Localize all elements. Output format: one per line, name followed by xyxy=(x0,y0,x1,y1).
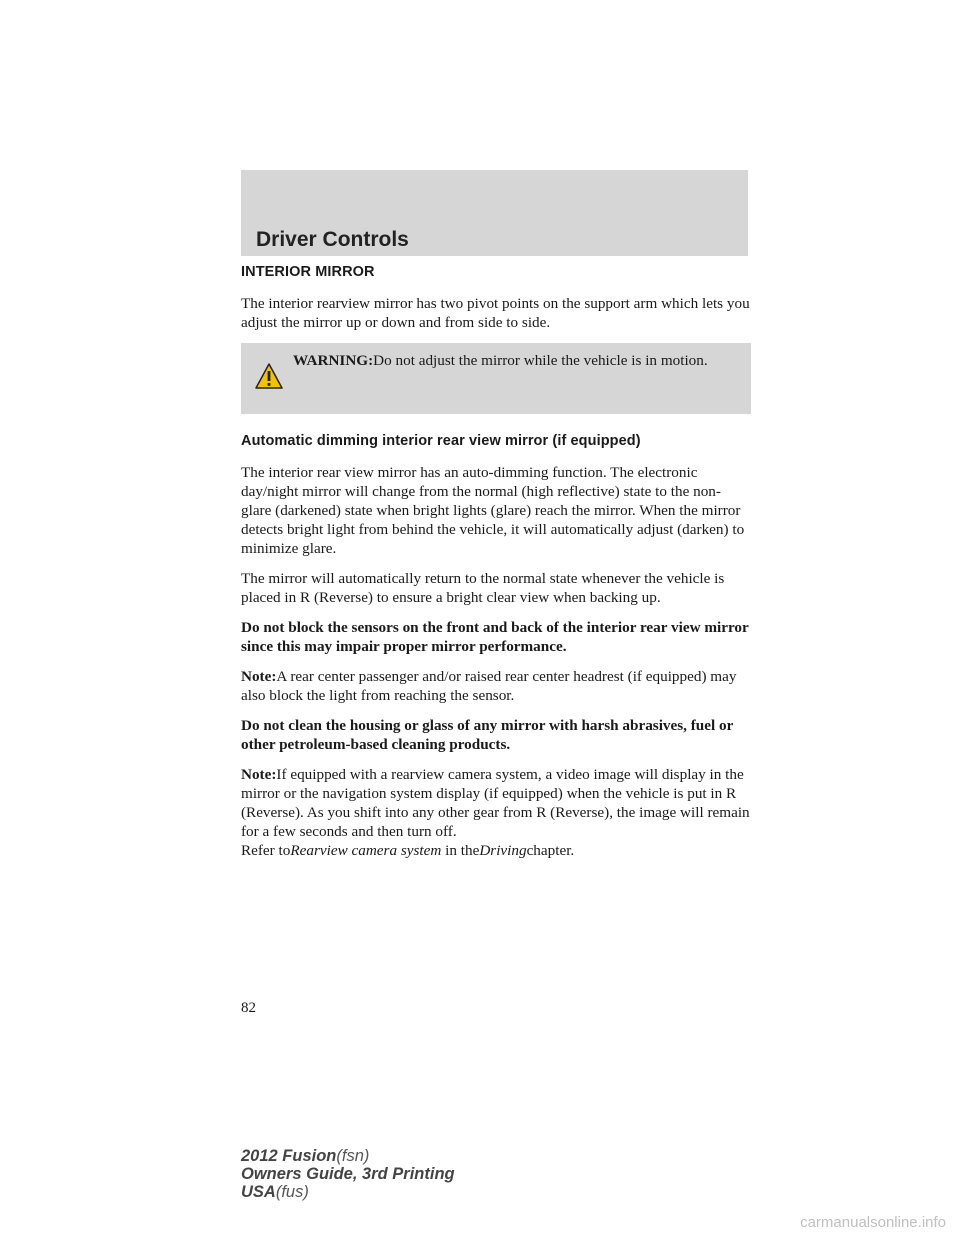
refer-chapter: Driving xyxy=(479,842,527,859)
watermark: carmanualsonline.info xyxy=(800,1214,946,1231)
footer-model: 2012 Fusion xyxy=(241,1147,337,1165)
note-label: Note: xyxy=(241,766,277,783)
subsection-heading: Automatic dimming interior rear view mirror (if equipped) xyxy=(241,433,641,449)
warning-text xyxy=(293,351,721,370)
intro-paragraph: The interior rearview mirror has two pivot points on the support arm which lets you adjust the mirror up or down and from side to side. xyxy=(241,295,750,331)
chapter-header xyxy=(241,170,748,256)
note-paragraph-2 xyxy=(241,765,751,860)
refer-prefix: Refer to xyxy=(241,842,291,859)
footer-model-code: (fsn) xyxy=(336,1147,370,1165)
chapter-title: Driver Controls xyxy=(256,228,409,251)
refer-suffix: chapter. xyxy=(526,842,575,859)
reverse-paragraph: The mirror will automatically return to the normal state whenever the vehicle is placed in R (Reverse) to ensure a bright clear view when backing up. xyxy=(241,570,725,606)
cleaning-caution: Do not clean the housing or glass of any mirror with harsh abrasives, fuel or other petroleum-based cleaning products. xyxy=(241,717,734,753)
note-text: A rear center passenger and/or raised rear center headrest (if equipped) may also block the light from reaching the sensor. xyxy=(241,668,737,704)
sensor-caution: Do not block the sensors on the front and back of the interior rear view mirror since this may impair proper mirror performance. xyxy=(241,619,749,655)
note-text: If equipped with a rearview camera system, a video image will display in the mirror or the navigation system display (if equipped) when the vehicle is put in R (Reverse). As you shift into any other gear from R (Reverse), the image will remain for a few seconds and then turn off. xyxy=(241,766,750,840)
footer-edition: Owners Guide, 3rd Printing xyxy=(241,1165,455,1183)
page-number: 82 xyxy=(241,1000,256,1016)
section-heading: INTERIOR MIRROR xyxy=(241,264,375,280)
footer-region-code: (fus) xyxy=(275,1183,309,1201)
refer-mid: in the xyxy=(445,842,480,859)
note-paragraph-1 xyxy=(241,667,751,705)
warning-message: Do not adjust the mirror while the vehicle is in motion. xyxy=(373,352,708,369)
warning-triangle-icon xyxy=(255,363,283,389)
auto-dimming-paragraph: The interior rear view mirror has an auto-dimming function. The electronic day/night mirror will change from the normal (high reflective) state to the non-glare (darkened) state when bright lights (glare) reach the mirror. When the mirror detects bright light from behind the vehicle, it will automatically adjust (darken) to minimize glare. xyxy=(241,464,745,557)
page-content xyxy=(241,263,751,871)
refer-link: Rearview camera system xyxy=(290,842,442,859)
document-footer xyxy=(241,1147,455,1201)
warning-box xyxy=(241,343,751,414)
warning-label: WARNING: xyxy=(293,352,374,369)
note-label: Note: xyxy=(241,668,277,685)
footer-region: USA xyxy=(241,1183,276,1201)
